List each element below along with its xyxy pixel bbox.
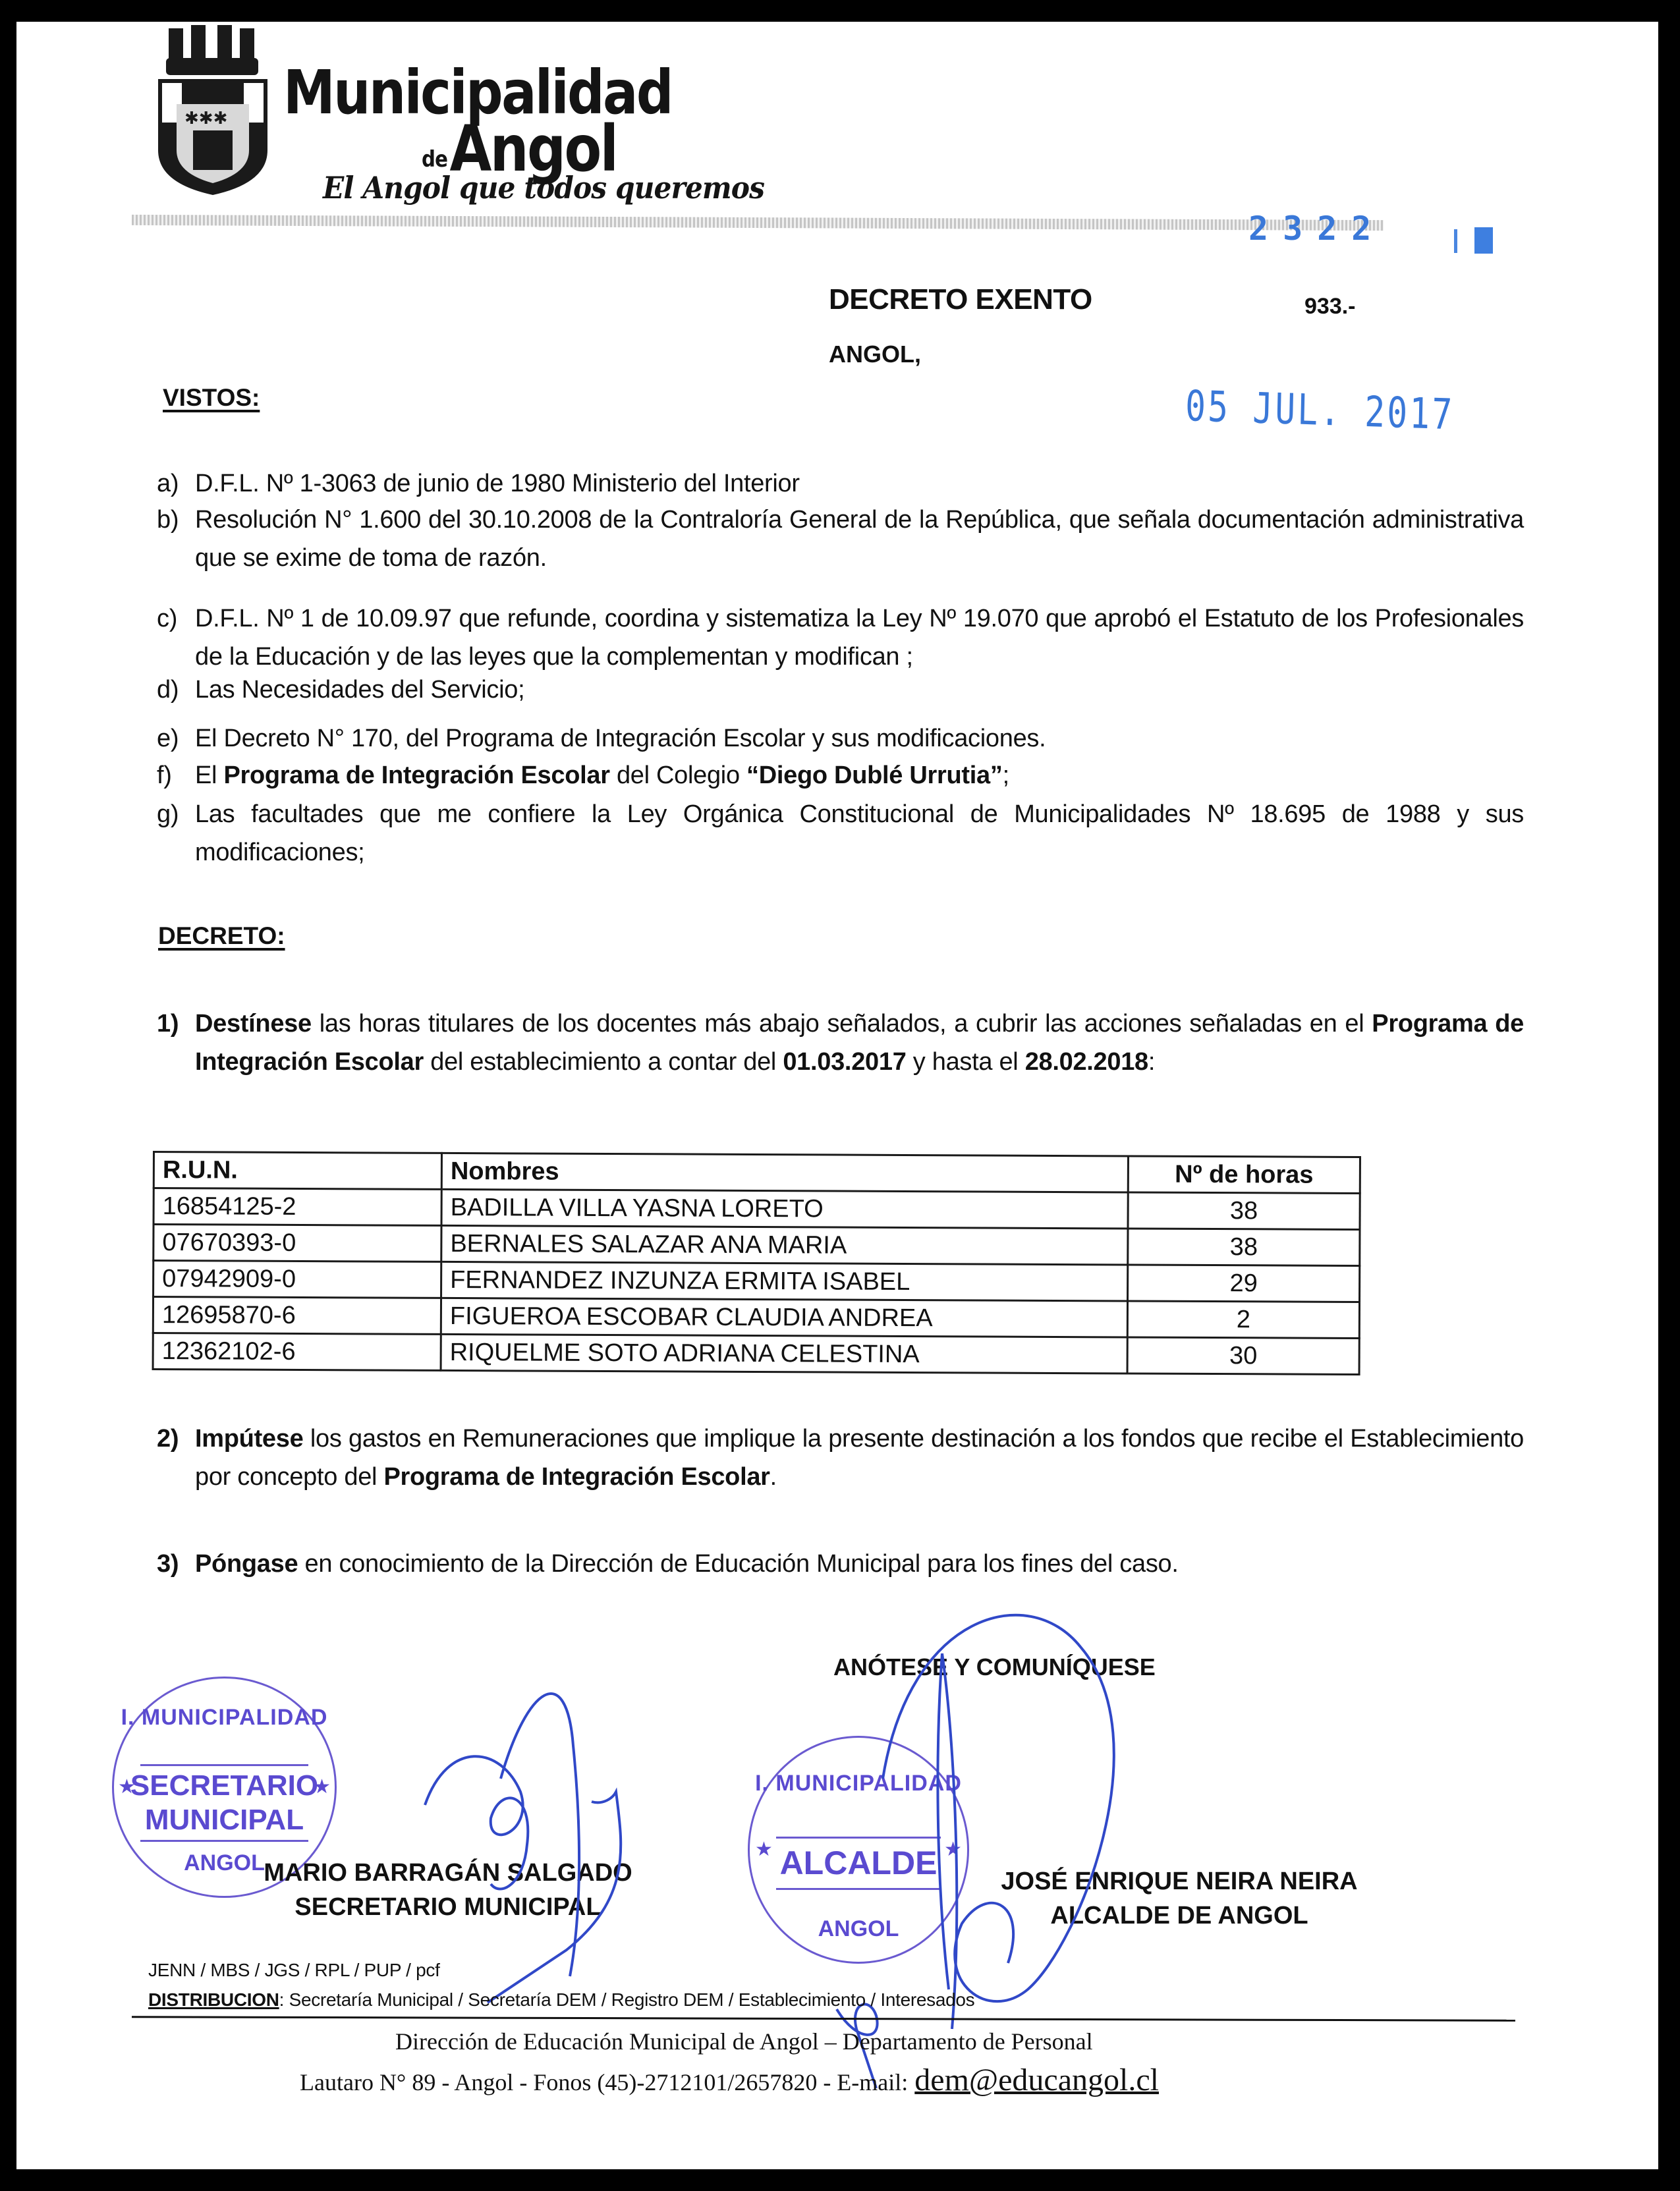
- text-run: los gastos en Remuneraciones que implique la presente destinación a los fondos que recibe el Establecimiento por concepto del: [195, 1425, 1524, 1491]
- logo-de: de: [422, 146, 448, 173]
- text-run: .: [770, 1463, 777, 1491]
- cell-run: 16854125-2: [154, 1188, 441, 1226]
- verb: Póngase: [195, 1550, 298, 1578]
- cell-hours: 2: [1127, 1301, 1359, 1339]
- cell-hours: 38: [1128, 1229, 1360, 1266]
- seal-line2: MUNICIPAL: [144, 1804, 304, 1836]
- cell-hours: 29: [1128, 1265, 1360, 1302]
- cell-hours: 38: [1128, 1192, 1360, 1230]
- footer-department: Dirección de Educación Municipal de Angol – Departamento de Personal: [395, 2028, 1093, 2055]
- star-icon: ★: [944, 1839, 962, 1860]
- seal-bottom-text: ANGOL: [184, 1850, 265, 1875]
- text-run: del establecimiento a contar del: [423, 1048, 783, 1076]
- item-text: Las Necesidades del Servicio;: [195, 676, 525, 704]
- end-date: 28.02.2018: [1024, 1048, 1148, 1076]
- received-stamp-number: 2322: [1248, 209, 1386, 248]
- decree-city: ANGOL,: [829, 341, 921, 368]
- item-text: Resolución N° 1.600 del 30.10.2008 de la Contraloría General de la República, que señala documentación administrativa que se exime de toma de razón.: [195, 506, 1524, 572]
- decreto-heading: DECRETO:: [158, 922, 285, 949]
- col-horas: Nº de horas: [1128, 1156, 1360, 1194]
- item-label: e): [157, 725, 179, 752]
- footer-contact: [300, 2062, 1159, 2098]
- item-label: a): [157, 470, 179, 497]
- mayor-title: ALCALDE DE ANGOL: [1050, 1902, 1308, 1929]
- program-name: Programa de Integración Escolar: [223, 762, 610, 789]
- cell-run: 07670393-0: [154, 1225, 441, 1262]
- cell-run: 12695870-6: [153, 1297, 441, 1335]
- item-label: d): [157, 676, 179, 704]
- seal-bottom-text: ANGOL: [818, 1916, 899, 1941]
- cell-name: FIGUEROA ESCOBAR CLAUDIA ANDREA: [441, 1298, 1127, 1337]
- text-run: :: [1148, 1048, 1156, 1076]
- item-text: D.F.L. Nº 1-3063 de junio de 1980 Ministerio del Interior: [195, 470, 800, 497]
- verb: Impútese: [195, 1425, 304, 1453]
- distribution-label: DISTRIBUCION: [148, 1989, 279, 2010]
- text-run: en conocimiento de la Dirección de Educación Municipal para los fines del caso.: [298, 1550, 1179, 1578]
- col-nombres: Nombres: [441, 1153, 1128, 1192]
- text-run: :: [279, 1989, 285, 2010]
- mayor-name: JOSÉ ENRIQUE NEIRA NEIRA: [1001, 1868, 1358, 1895]
- star-icon: ★: [118, 1776, 136, 1798]
- text-run: del Colegio: [609, 762, 747, 789]
- item-label: f): [157, 762, 172, 789]
- logo-angol: Angol: [449, 112, 617, 186]
- svg-text:✱✱✱: ✱✱✱: [184, 109, 228, 128]
- distribution-list: Secretaría Municipal / Secretaría DEM / Registro DEM / Establecimiento / Interesados: [284, 1989, 975, 2010]
- item-text: Las facultades que me confiere la Ley Orgánica Constitucional de Municipalidades Nº 18.695 de 1988 y sus modificaciones;: [195, 800, 1524, 866]
- program-name: Programa de Integración Escolar: [195, 1010, 1524, 1076]
- text-run: ;: [1002, 762, 1009, 789]
- cell-name: RIQUELME SOTO ADRIANA CELESTINA: [441, 1334, 1127, 1373]
- col-run: R.U.N.: [154, 1152, 441, 1190]
- item-label: 2): [157, 1425, 179, 1453]
- vistos-heading: VISTOS:: [163, 384, 260, 411]
- logo-slogan: El Angol que todos queremos: [323, 170, 764, 206]
- cell-run: 12362102-6: [153, 1333, 441, 1371]
- decree-number: 933.-: [1304, 294, 1356, 319]
- text-run: y hasta el: [906, 1048, 1025, 1076]
- program-name: Programa de Integración Escolar: [383, 1463, 770, 1491]
- secretary-name: MARIO BARRAGÁN SALGADO: [264, 1859, 632, 1887]
- secretary-title: SECRETARIO MUNICIPAL: [294, 1893, 602, 1921]
- item-label: 1): [157, 1010, 179, 1038]
- verb: Destínese: [195, 1010, 312, 1038]
- star-icon: ★: [313, 1776, 331, 1798]
- decree-title: DECRETO EXENTO: [829, 283, 1092, 316]
- initials-line: JENN / MBS / JGS / RPL / PUP / pcf: [148, 1960, 440, 1980]
- seal-line1: SECRETARIO: [130, 1769, 319, 1802]
- date-stamp: 05 JUL. 2017: [1185, 382, 1455, 440]
- text-run: las horas titulares de los docentes más abajo señalados, a cubrir las acciones señaladas en el: [311, 1010, 1372, 1038]
- star-icon: ★: [755, 1839, 773, 1860]
- item-label: 3): [157, 1550, 179, 1578]
- text-run: El: [195, 762, 224, 789]
- seal-line1: ALCALDE: [779, 1844, 938, 1881]
- cell-name: FERNANDEZ INZUNZA ERMITA ISABEL: [441, 1262, 1128, 1301]
- cell-name: BADILLA VILLA YASNA LORETO: [441, 1189, 1128, 1229]
- school-name: “Diego Dublé Urrutia”: [746, 762, 1003, 789]
- item-label: b): [157, 506, 179, 534]
- start-date: 01.03.2017: [783, 1048, 907, 1076]
- footer-address: Lautaro N° 89 - Angol - Fonos (45)-2712101/2657820 - E-mail:: [300, 2069, 909, 2095]
- closing-text: ANÓTESE Y COMUNÍQUESE: [833, 1653, 1156, 1680]
- logo-title: Municipalidad: [283, 57, 672, 128]
- seal-top-text: I. MUNICIPALIDAD: [121, 1705, 328, 1730]
- item-label: c): [157, 605, 178, 632]
- cell-run: 07942909-0: [154, 1261, 441, 1298]
- item-text: El Decreto N° 170, del Programa de Integración Escolar y sus modificaciones.: [195, 725, 1046, 752]
- cell-hours: 30: [1127, 1337, 1359, 1375]
- seal-top-text: I. MUNICIPALIDAD: [755, 1771, 962, 1796]
- distribution-line: [148, 1989, 974, 2011]
- item-text: D.F.L. Nº 1 de 10.09.97 que refunde, coordina y sistematiza la Ley Nº 19.070 que aprobó el Estatuto de los Profesionales de la Educación y de las leyes que la complementan y modifican ;: [195, 605, 1524, 671]
- footer-email-link[interactable]: dem@educangol.cl: [914, 2063, 1160, 2097]
- cell-name: BERNALES SALAZAR ANA MARIA: [441, 1225, 1128, 1265]
- item-label: g): [157, 800, 179, 828]
